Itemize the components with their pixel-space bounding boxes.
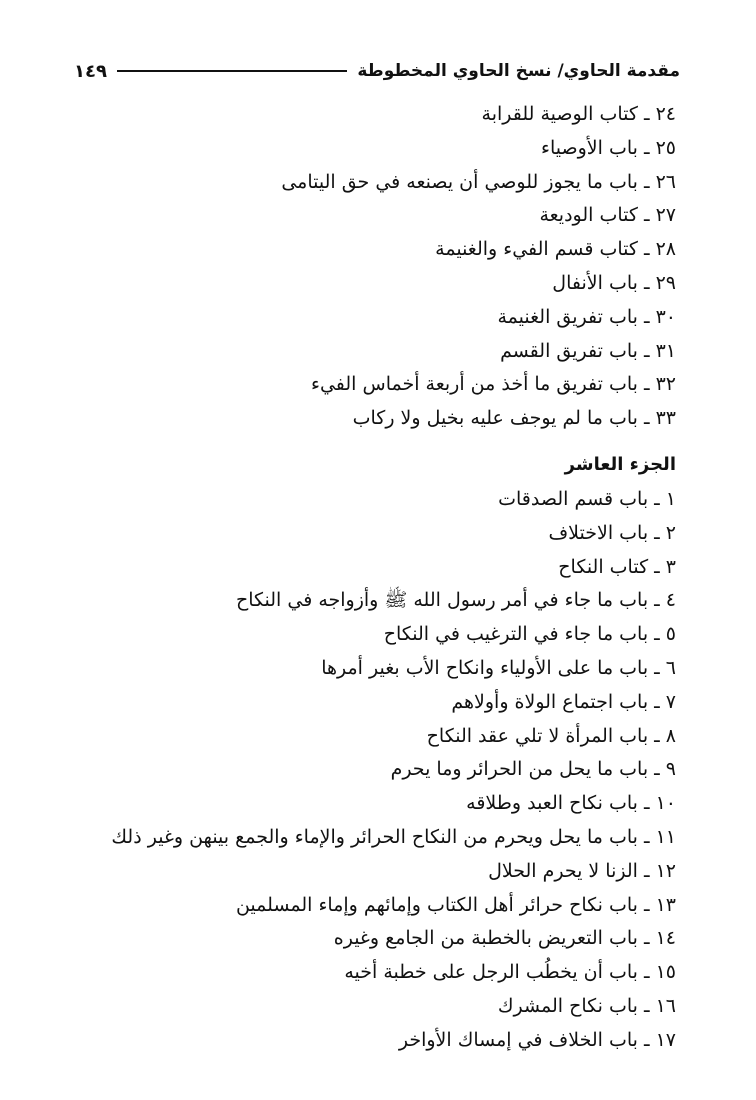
item-separator: ـ (648, 589, 666, 612)
list-item (60, 787, 676, 821)
item-separator: ـ (637, 373, 656, 396)
list-item (60, 335, 676, 369)
list-item (60, 132, 676, 166)
item-separator: ـ (637, 893, 656, 916)
item-title: باب الأنفال (552, 271, 638, 294)
list-item (60, 855, 676, 889)
item-number: ٥ (665, 623, 676, 646)
item-number: ٢٩ (655, 271, 676, 294)
item-number: ١٦ (655, 994, 676, 1017)
item-separator: ـ (637, 792, 656, 815)
item-separator: ـ (637, 339, 656, 362)
item-title: باب ما على الأولياء وانكاح الأب بغير أمرها (321, 656, 649, 679)
item-title: باب تفريق القسم (500, 339, 638, 362)
item-title: باب ما يجوز للوصي أن يصنعه في حق اليتامى (281, 170, 638, 193)
item-separator: ـ (648, 521, 666, 544)
item-number: ١٢ (655, 859, 676, 882)
item-title: باب ما لم يوجف عليه بخيل ولا ركاب (352, 407, 638, 430)
item-title: كتاب قسم الفيء والغنيمة (435, 238, 638, 261)
item-number: ٢٨ (655, 238, 676, 261)
page-number: ١٤٩ (74, 60, 107, 82)
item-title: باب نكاح حرائر أهل الكتاب وإمائهم وإماء المسلمين (235, 893, 638, 916)
item-number: ٦ (665, 656, 676, 679)
list-item (60, 98, 676, 132)
item-number: ٩ (665, 758, 676, 781)
item-title: باب أن يخطُب الرجل على خطبة أخيه (344, 961, 638, 984)
item-separator: ـ (648, 487, 666, 510)
item-title: باب الاختلاف (548, 521, 649, 544)
list-item (60, 551, 676, 585)
item-number: ٢٦ (655, 170, 676, 193)
list-item (60, 753, 676, 787)
list-item (60, 233, 676, 267)
item-separator: ـ (637, 204, 656, 227)
item-separator: ـ (648, 724, 666, 747)
item-title: باب تفريق الغنيمة (497, 305, 638, 328)
item-separator: ـ (637, 825, 656, 848)
item-separator: ـ (637, 136, 656, 159)
item-title: باب نكاح المشرك (497, 994, 638, 1017)
list-item (60, 368, 676, 402)
item-title: كتاب النكاح (558, 555, 649, 578)
item-separator: ـ (648, 690, 666, 713)
list-item (60, 517, 676, 551)
item-title: باب ما يحل من الحرائر وما يحرم (390, 758, 649, 781)
item-number: ٣٠ (655, 305, 676, 328)
running-header-title: مقدمة الحاوي/ نسخ الحاوي المخطوطة (357, 61, 680, 81)
item-separator: ـ (637, 961, 656, 984)
item-separator: ـ (648, 555, 666, 578)
item-title: باب تفريق ما أخذ من أربعة أخماس الفيء (311, 373, 638, 396)
item-separator: ـ (637, 859, 656, 882)
item-number: ٣٢ (655, 373, 676, 396)
item-number: ١٥ (655, 961, 676, 984)
item-number: ١٤ (655, 927, 676, 950)
list-item (60, 686, 676, 720)
list-item (60, 652, 676, 686)
item-number: ٨ (665, 724, 676, 747)
list-item (60, 166, 676, 200)
list-item (60, 889, 676, 923)
item-title: باب نكاح العبد وطلاقه (466, 792, 638, 815)
item-title: كتاب الوصية للقرابة (481, 103, 638, 125)
list-item (60, 618, 676, 652)
list-item (60, 301, 676, 335)
item-separator: ـ (637, 238, 656, 261)
item-separator: ـ (637, 927, 656, 950)
item-title: باب الأوصياء (541, 136, 638, 159)
item-title: باب قسم الصدقات (498, 487, 649, 510)
item-separator: ـ (648, 623, 666, 646)
item-number: ٤ (665, 589, 676, 612)
item-separator: ـ (637, 271, 656, 294)
item-title: باب ما يحل ويحرم من النكاح الحرائر والإماء والجمع بينهن وغير ذلك (111, 825, 638, 848)
item-number: ١٣ (655, 893, 676, 916)
header-rule (117, 70, 347, 72)
list-item (60, 821, 676, 855)
item-separator: ـ (637, 305, 656, 328)
item-separator: ـ (637, 170, 656, 193)
list-item (60, 584, 676, 618)
item-number: ١٧ (655, 1028, 676, 1051)
list-item (60, 267, 676, 301)
item-title: الزنا لا يحرم الحلال (488, 859, 638, 882)
list-item (60, 720, 676, 754)
item-number: ١٠ (655, 792, 676, 815)
item-separator: ـ (648, 656, 666, 679)
item-title: باب الخلاف في إمساك الأواخر (398, 1028, 638, 1051)
list-item (60, 1024, 676, 1058)
item-title: باب المرأة لا تلي عقد النكاح (426, 724, 649, 747)
list-item (60, 956, 676, 990)
item-number: ٣٣ (655, 407, 676, 430)
item-title: كتاب الوديعة (539, 204, 638, 227)
list-item (60, 402, 676, 436)
list-item (60, 199, 676, 233)
list-item (60, 922, 676, 956)
item-number: ٣ (665, 555, 676, 578)
contents-body (60, 98, 676, 1058)
item-number: ٢٧ (655, 204, 676, 227)
item-title: باب ما جاء في أمر رسول الله ﷺ وأزواجه في النكاح (235, 589, 649, 612)
item-number: ٣١ (655, 339, 676, 362)
item-title: باب اجتماع الولاة وأولاهم (451, 690, 649, 713)
chapter-list-part-ten (60, 483, 676, 1058)
chapter-list-part-nine (60, 98, 676, 436)
item-title: باب ما جاء في الترغيب في النكاح (383, 623, 649, 646)
item-number: ٢٤ (655, 103, 676, 125)
section-heading: الجزء العاشر (564, 453, 676, 475)
item-number: ٢٥ (655, 136, 676, 159)
item-separator: ـ (637, 407, 656, 430)
item-number: ٧ (665, 690, 676, 713)
item-separator: ـ (648, 758, 666, 781)
item-number: ١ (665, 487, 676, 510)
running-header (74, 56, 680, 86)
item-separator: ـ (637, 1028, 656, 1051)
item-title: باب التعريض بالخطبة من الجامع وغيره (333, 927, 638, 950)
item-number: ٢ (665, 521, 676, 544)
item-separator: ـ (637, 994, 656, 1017)
list-item (60, 990, 676, 1024)
item-separator: ـ (637, 103, 656, 125)
list-item (60, 483, 676, 517)
item-number: ١١ (655, 825, 676, 848)
